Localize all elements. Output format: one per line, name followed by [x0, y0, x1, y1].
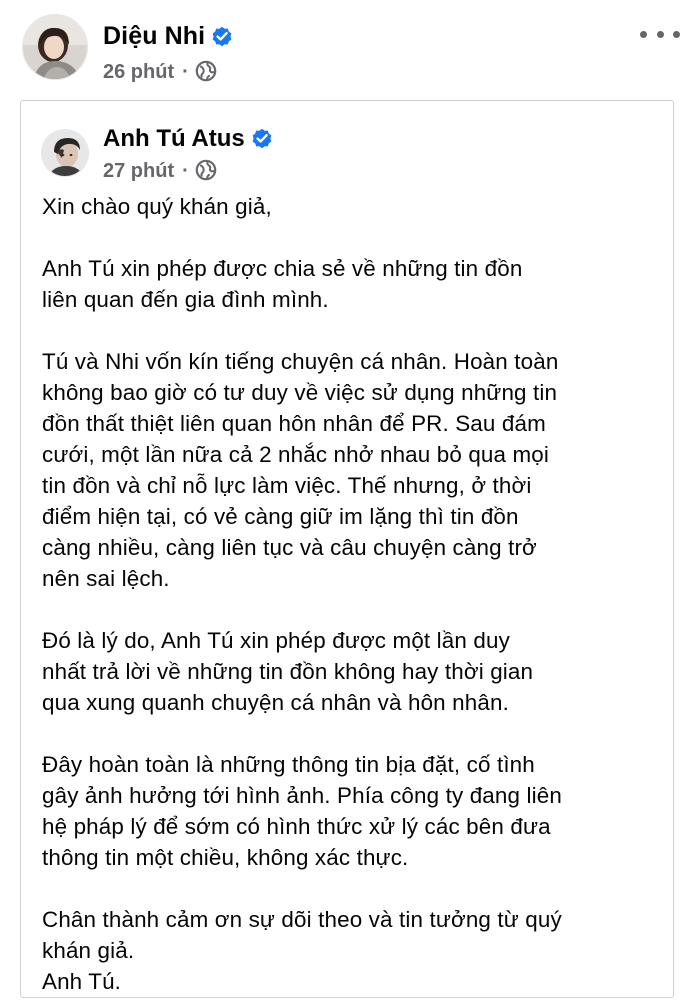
globe-icon[interactable] — [195, 159, 217, 181]
verified-badge-icon — [210, 24, 234, 48]
post-meta — [103, 58, 217, 86]
author-avatar[interactable] — [22, 14, 88, 80]
post-line: liên quan đến gia đình mình. — [42, 287, 329, 312]
post-line: khán giả. — [42, 938, 135, 963]
post-line: gây ảnh hưởng tới hình ảnh. Phía công ty đang liên — [42, 783, 562, 808]
post-header — [0, 0, 700, 96]
post-line: điểm hiện tại, có vẻ càng giữ im lặng thì tin đồn — [42, 504, 519, 529]
meta-separator: · — [182, 61, 189, 83]
author-name[interactable] — [103, 20, 234, 52]
more-options-icon[interactable] — [640, 22, 680, 46]
shared-author-avatar-image — [42, 130, 89, 177]
post-line: đồn thất thiệt liên quan hôn nhân để PR. Sau đám — [42, 411, 546, 436]
post-line: cưới, một lần nữa cả 2 nhắc nhở nhau bỏ qua mọi — [42, 442, 550, 467]
author-avatar-image — [23, 15, 88, 80]
post-line: không bao giờ có tư duy về việc sử dụng những tin — [42, 380, 558, 405]
post-paragraph — [42, 749, 667, 873]
post-line: Tú và Nhi vốn kín tiếng chuyện cá nhân. Hoàn toàn — [42, 349, 559, 374]
post-line: qua xung quanh chuyện cá nhân và hôn nhân. — [42, 690, 509, 715]
post-line: Chân thành cảm ơn sự dõi theo và tin tưởng từ quý — [42, 907, 562, 932]
post-timestamp[interactable]: 26 phút — [103, 61, 175, 83]
post-line: Đó là lý do, Anh Tú xin phép được một lần duy — [42, 628, 510, 653]
post-line: Anh Tú xin phép được chia sẻ về những tin đồn — [42, 256, 523, 281]
post-line: Đây hoàn toàn là những thông tin bịa đặt, cố tình — [42, 752, 535, 777]
verified-badge-icon — [250, 126, 274, 150]
post-line: Xin chào quý khán giả, — [42, 194, 272, 219]
shared-post-meta — [103, 157, 217, 185]
meta-separator: · — [182, 160, 189, 182]
more-dot — [673, 31, 680, 38]
post-line: nhất trả lời về những tin đồn không hay thời gian — [42, 659, 534, 684]
shared-author-name-text[interactable]: Anh Tú Atus — [103, 125, 245, 152]
shared-post-timestamp[interactable]: 27 phút — [103, 160, 175, 182]
post-paragraph — [42, 191, 667, 222]
author-name-text[interactable]: Diệu Nhi — [103, 22, 206, 50]
post-line: càng nhiều, càng liên tục và câu chuyện càng trở — [42, 535, 537, 560]
more-dot — [640, 31, 647, 38]
post-line: Anh Tú. — [42, 969, 122, 994]
shared-post-body — [42, 191, 667, 997]
post-line: tin đồn và chỉ nỗ lực làm việc. Thế nhưng, ở thời — [42, 473, 532, 498]
shared-author-avatar[interactable] — [41, 129, 89, 177]
post-paragraph — [42, 904, 667, 997]
shared-post-card[interactable] — [20, 100, 674, 998]
post-line: nên sai lệch. — [42, 566, 170, 591]
post-paragraph — [42, 253, 667, 315]
post-paragraph — [42, 346, 667, 594]
shared-author-name[interactable] — [103, 123, 274, 155]
post-line: thông tin một chiều, không xác thực. — [42, 845, 409, 870]
post-paragraph — [42, 625, 667, 718]
globe-icon[interactable] — [195, 60, 217, 82]
post-line: hệ pháp lý để sớm có hình thức xử lý các bên đưa — [42, 814, 551, 839]
more-dot — [657, 31, 664, 38]
